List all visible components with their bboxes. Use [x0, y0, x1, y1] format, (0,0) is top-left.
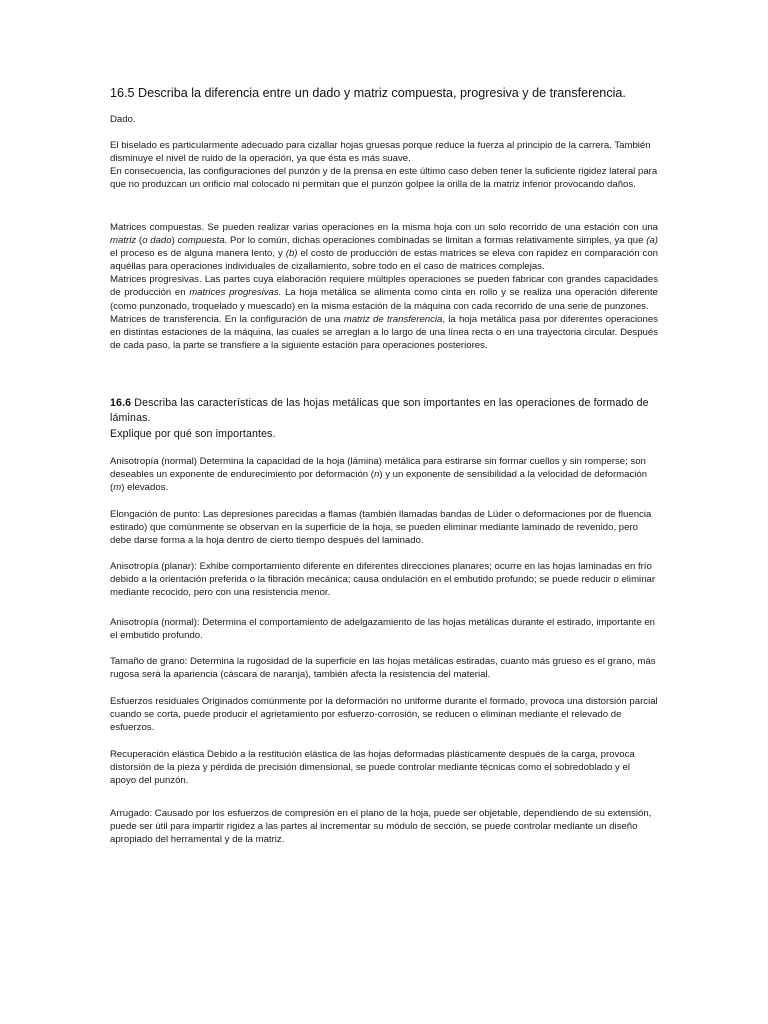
question-16-6-heading: [110, 396, 658, 442]
tamano-grano-paragraph: Tamaño de grano: Determina la rugosidad de la superficie en las hojas metálicas estiradas, cuanto más grueso es el grano, más rugosa será la apariencia (cáscara de naranja), también afecta la resistencia del material.: [110, 656, 656, 681]
elongacion-paragraph: Elongación de punto: Las depresiones parecidas a flamas (también llamadas bandas de Lüder o deformaciones por de fluencia estirado) que comúnmente se observan en la superficie de la hoja, se pueden eliminar mediante laminado de revenido, pero debe darse forma a la hoja dentro de cierto tiempo después del laminado.: [110, 509, 652, 547]
matrices-progresivas-paragraph: Matrices progresivas. Las partes cuya elaboración requiere múltiples operaciones se pueden fabricar con grandes capacidades de producción en matrices progresivas. La hoja metálica se alimenta como cinta en rollo y se realiza una operación diferente (como punzonado, troquelado y muescado) en la misma estación de la máquina con cada recorrido de una serie de punzones.: [110, 274, 658, 312]
dado-section: [110, 139, 658, 191]
matrices-transferencia-paragraph: Matrices de transferencia. En la configuración de una matriz de transferencia, la hoja metálica pasa por diferentes operaciones en distintas estaciones de la máquina, las cuales se arreglan a lo largo de una línea recta o en una trayectoria circular. Después de cada paso, la parte se transfiere a la siguiente estación para operaciones posteriores.: [110, 313, 658, 351]
question-16-6-title: 16.6 Describa las características de las hojas metálicas que son importantes en las operaciones de formado de láminas.: [110, 397, 649, 425]
anisotropia-normal-2-paragraph: Anisotropía (normal): Determina el comportamiento de adelgazamiento de las hojas metálicas durante el estirado, importante en el embutido profundo.: [110, 617, 655, 642]
anisotropia-normal-paragraph: Anisotropía (normal) Determina la capacidad de la hoja (lámina) metálica para estirarse sin formar cuellos y sin romperse; son deseables un exponente de endurecimiento por deformación (n) y un exponente de sensibilidad a la velocidad de deformación (m) elevados.: [110, 456, 648, 494]
question-16-5-title: 16.5 Describa la diferencia entre un dado y matriz compuesta, progresiva y de transferencia.: [110, 86, 626, 100]
dado-paragraph-2: En consecuencia, las configuraciones del punzón y de la prensa en este último caso deben tener la suficiente rigidez lateral para que no produzcan un orificio mal colocado ni permitan que el punzón golpee la orilla de la matriz inferior provocando daños.: [110, 166, 658, 191]
question-number: 16.6: [110, 397, 132, 409]
matrices-compuestas-paragraph: Matrices compuestas. Se pueden realizar varias operaciones en la misma hoja con un solo recorrido de una estación con una matriz (o dado) compuesta. Por lo común, dichas operaciones combinadas se limitan a formas relativamente simples, ya que (a) el proceso es de alguna manera lento, y (b) el costo de producción de estas matrices se eleva con rapidez en comparación con aquéllas para operaciones individuales de cizallamiento, sobre todo en el caso de matrices complejas.: [110, 222, 658, 273]
matrices-section: [110, 221, 658, 352]
anisotropia-planar-paragraph: Anisotropía (planar): Exhibe comportamiento diferente en diferentes direcciones planares; ocurre en las hojas laminadas en frío debido a la orientación preferida o la fibración mecánica; causa ondulación en el embutido profundo; se puede reducir o eliminar mediante recocido, pero con una resistencia menor.: [110, 561, 656, 599]
dado-paragraph-1: El biselado es particularmente adecuado para cizallar hojas gruesas porque reduce la fuerza al principio de la carrera. También disminuye el nivel de ruido de la operación, ya que ésta es más suave.: [110, 140, 651, 165]
esfuerzos-residuales-paragraph: Esfuerzos residuales Originados comúnmente por la deformación no uniforme durante el formado, provoca una distorsión parcial cuando se corta, puede producir el agrietamiento por esfuerzo-corrosión, se reducen o eliminan mediante el relevado de esfuerzos.: [110, 696, 658, 734]
arrugado-paragraph: Arrugado: Causado por los esfuerzos de compresión en el plano de la hoja, puede ser objetable, dependiendo de su extensión, puede ser útil para impartir rigidez a las partes al incrementar su módulo de sección, se puede controlar mediante un diseño apropiado del herramental y de la matriz.: [110, 808, 652, 846]
question-16-6-subtitle: Explique por qué son importantes.: [110, 427, 276, 440]
recuperacion-elastica-paragraph: Recuperación elástica Debido a la restitución elástica de las hojas deformadas plásticamente después de la carga, provoca distorsión de la pieza y pérdida de precisión dimensional, se puede controlar mediante técnicas como el sobredoblado y el apoyo del punzón.: [110, 749, 635, 787]
dado-heading: Dado.: [110, 114, 136, 125]
